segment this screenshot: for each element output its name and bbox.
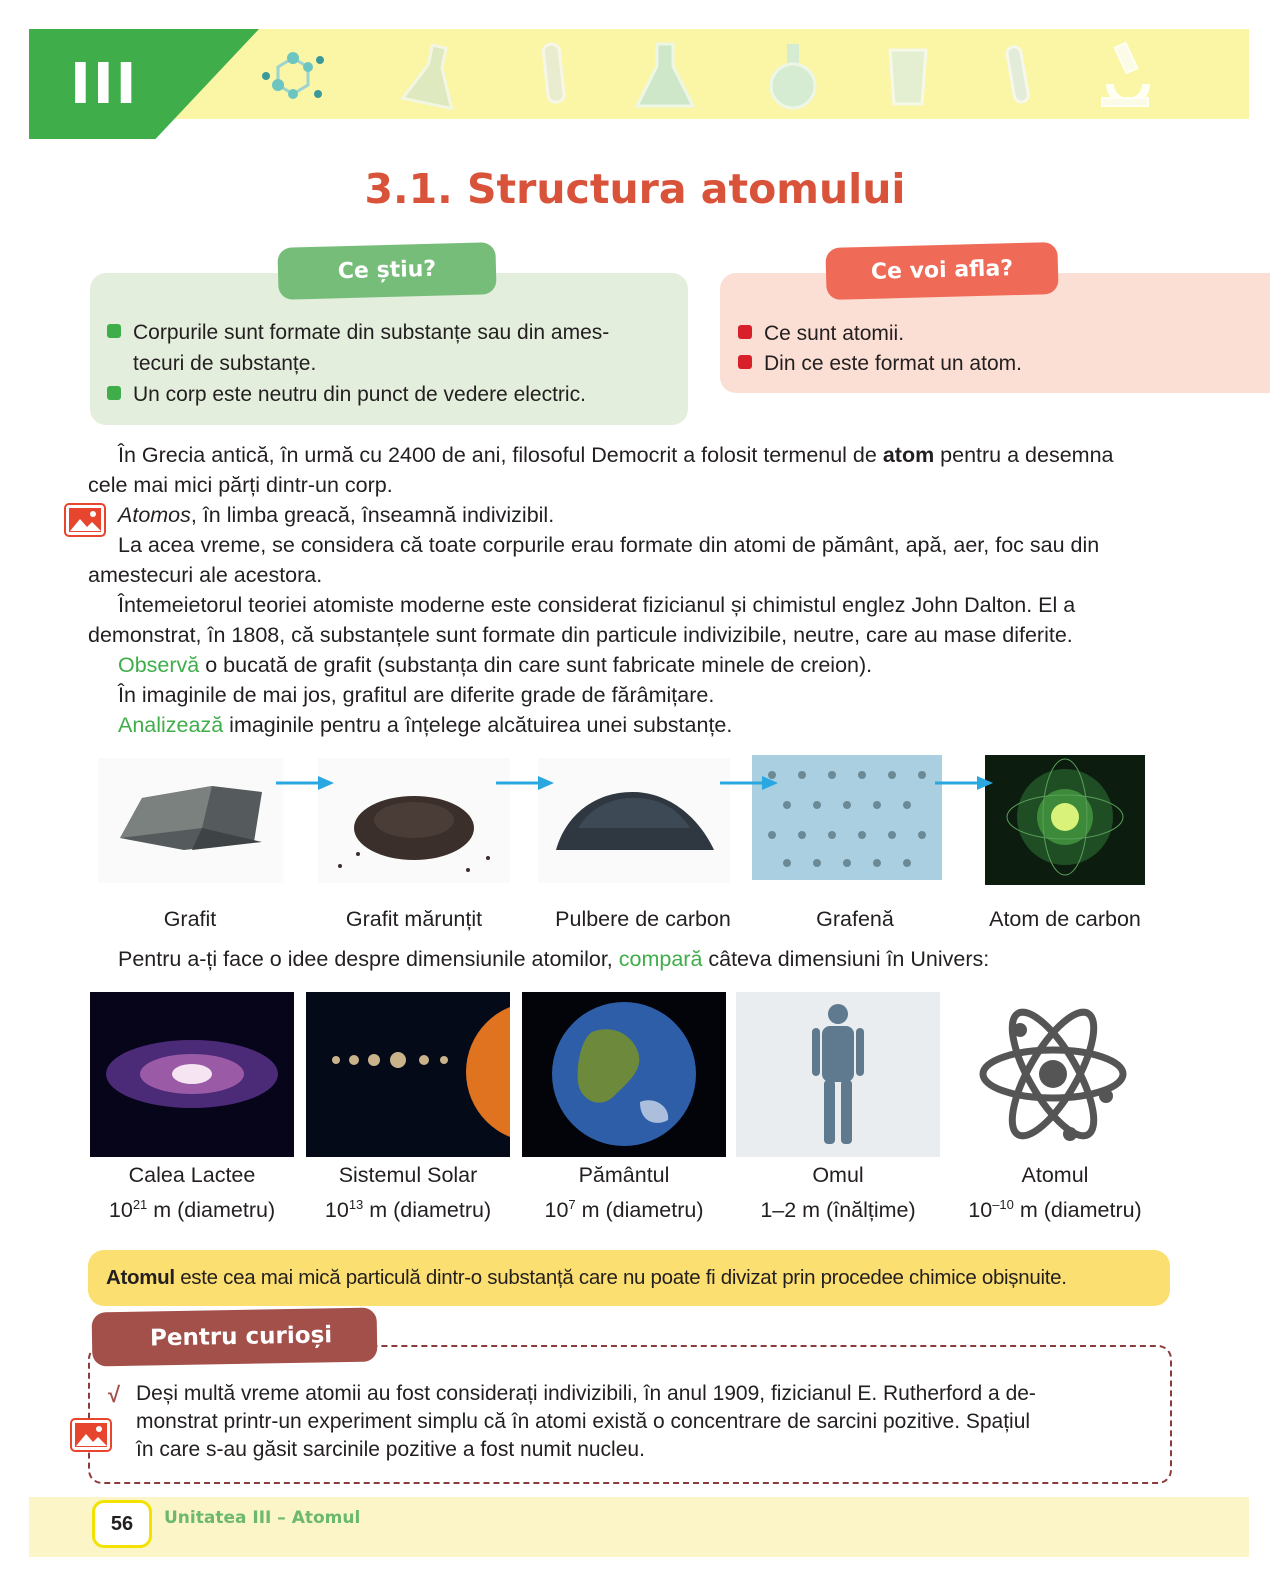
crushed-graphite-image [318, 758, 510, 883]
paragraph-democrit: În Grecia antică, în urmă cu 2400 de ani, filosoful Democrit a folosit termenul de atom pentru a desemna cele mai mici părți dintr-un corp. Atomos, în limba greacă, înseamnă indivizibil. La acea vreme, se considera că toate corpurile erau formate din atomi de pământ, apă, aer, foc sau din amestecuri ale acestora. Întemeietorul teoriei atomiste moderne este considerat fizicianul și chimistul englez John Dalton. El a demonstrat, în 1808, că substanțele sunt formate din particule indivizibile, neutre, care au mase diferite. [88, 443, 1114, 647]
image-icon[interactable] [70, 1418, 112, 1452]
caption-carbon-powder: Pulbere de carbon [555, 907, 731, 931]
learn-item: Ce sunt atomii. [738, 318, 904, 349]
universe-item: Atomul $10^{-10}$ m (diametru) [968, 1163, 1142, 1223]
footer-unit-title: Unitatea III – Atomul [164, 1508, 361, 1528]
erlenmeyer-icon [630, 40, 700, 112]
arrow-icon [276, 774, 336, 792]
universe-item: Omul 1–2 m (înălțime) [760, 1163, 916, 1223]
carbon-atom-image [985, 755, 1145, 885]
caption-graphene: Grafenă [816, 907, 894, 931]
test-tube-icon [985, 40, 1055, 112]
microscope-icon [1090, 40, 1160, 112]
carbon-powder-image [538, 758, 730, 883]
caption-carbon-atom: Atom de carbon [989, 907, 1141, 931]
graphene-image [752, 755, 942, 880]
human-image [736, 992, 940, 1157]
atom-symbol-image [958, 992, 1148, 1157]
know-item: Un corp este neutru din punct de vedere electric. [107, 379, 586, 410]
caption-crushed-graphite: Grafit mărunțit [345, 907, 483, 931]
beaker-icon [872, 40, 942, 112]
bullet-icon [107, 386, 121, 400]
flask-icon [398, 40, 468, 112]
bullet-icon [738, 325, 752, 339]
curious-label: Pentru curioși [92, 1308, 378, 1367]
bullet-icon [107, 324, 121, 338]
definition-box: Atomul este cea mai mică particulă dintr-o substanță care nu poate fi divizat prin procedee chimice obișnuite. [88, 1250, 1170, 1306]
thermometer-icon [520, 40, 590, 112]
molecule-icon [258, 40, 328, 112]
arrow-icon [935, 774, 995, 792]
universe-item: Pământul $10^7$ m (diametru) [544, 1163, 704, 1223]
bullet-icon [738, 355, 752, 369]
milky-way-image [90, 992, 294, 1157]
know-item: Corpurile sunt formate din substanțe sau din ames- [107, 317, 609, 348]
graphite-image [98, 758, 283, 883]
page-title: 3.1. Structura atomului [364, 165, 906, 213]
arrow-icon [496, 774, 556, 792]
arrow-icon [720, 774, 780, 792]
universe-item: Calea Lactee $10^{21}$ m (diametru) [108, 1163, 276, 1223]
caption-graphite: Grafit [163, 907, 217, 931]
compare-line: Pentru a-ți face o idee despre dimensiunile atomilor, compară câteva dimensiuni în Univers: [118, 947, 990, 971]
page-number: 56 [92, 1500, 152, 1548]
unit-number: III [70, 52, 139, 117]
earth-image [522, 992, 726, 1157]
observe-block: Observă o bucată de grafit (substanța din care sunt fabricate minele de creion). În imaginile de mai jos, grafitul are diferite grade de fărâmițare. Analizează imaginile pentru a înțelege alcătuirea unei substanțe. [118, 653, 873, 737]
round-flask-icon [758, 40, 828, 112]
know-item-cont: tecuri de substanțe. [133, 352, 317, 375]
know-label: Ce știu? [277, 242, 496, 300]
universe-item: Sistemul Solar $10^{13}$ m (diametru) [324, 1163, 492, 1223]
check-icon: √ [108, 1382, 121, 1407]
learn-label: Ce voi afla? [825, 242, 1058, 300]
image-icon[interactable] [64, 503, 106, 537]
curious-text: Deși multă vreme atomii au fost considerați indivizibili, în anul 1909, fizicianul E. Rutherford a de- monstrat printr-un experiment simplu că în atomi există o concentrare de sarcini pozitive. Spațiul în care s-au găsit sarcinile pozitive a fost numit nucleu. [136, 1382, 1036, 1461]
solar-system-image [306, 992, 510, 1157]
learn-item: Din ce este format un atom. [738, 348, 1022, 379]
